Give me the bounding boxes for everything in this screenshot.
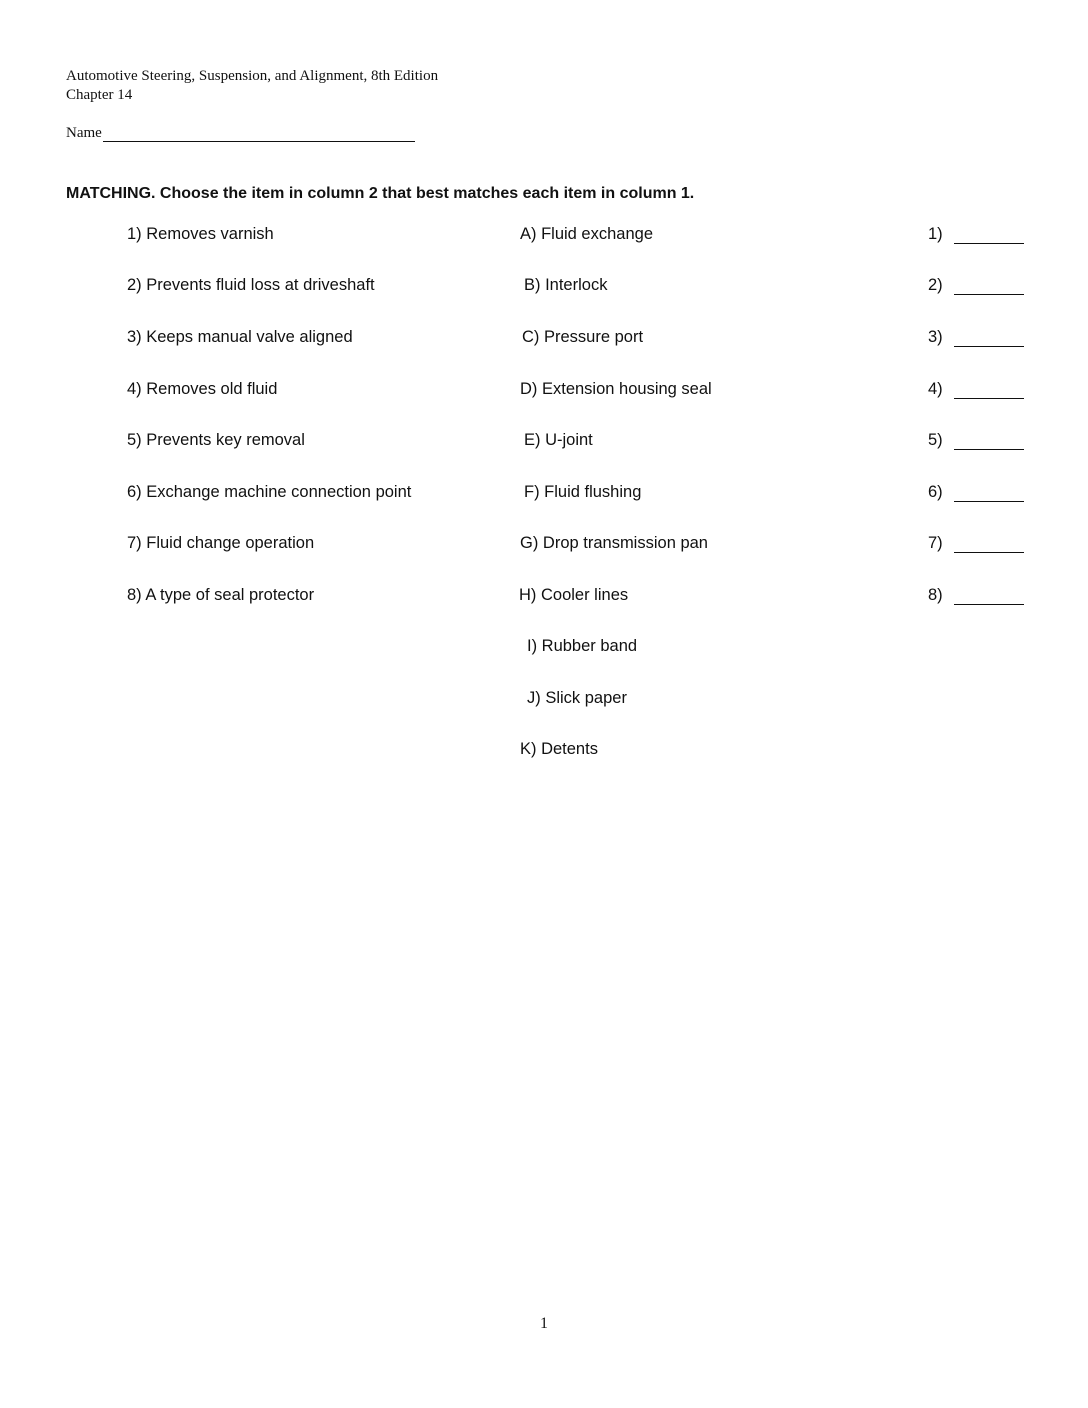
answer-number: 8) xyxy=(928,586,943,604)
column2-item: F) Fluid flushing xyxy=(524,483,642,501)
name-label: Name xyxy=(66,125,102,141)
answer-blank[interactable] xyxy=(954,382,1024,399)
answer-row xyxy=(928,275,1024,295)
column2-item: D) Extension housing seal xyxy=(520,380,712,398)
column2-item: K) Detents xyxy=(520,740,598,758)
name-field[interactable] xyxy=(103,124,415,142)
answer-blank[interactable] xyxy=(954,588,1024,605)
column1-item: 3) Keeps manual valve aligned xyxy=(127,328,353,346)
column2-item: A) Fluid exchange xyxy=(520,225,653,243)
answer-blank[interactable] xyxy=(954,485,1024,502)
answer-row xyxy=(928,327,1024,347)
chapter-label: Chapter 14 xyxy=(66,87,133,103)
column2-item: B) Interlock xyxy=(524,276,608,294)
answer-row xyxy=(928,379,1024,399)
answer-row xyxy=(928,533,1024,553)
column1-item: 2) Prevents fluid loss at driveshaft xyxy=(127,276,375,294)
column1-item: 8) A type of seal protector xyxy=(127,586,315,604)
column2-item: C) Pressure port xyxy=(522,328,644,346)
answer-number: 7) xyxy=(928,534,943,552)
answer-number: 4) xyxy=(928,380,943,398)
column2-item: E) U-joint xyxy=(524,431,593,449)
column2-item: G) Drop transmission pan xyxy=(520,534,708,552)
column1-item: 7) Fluid change operation xyxy=(127,534,315,552)
answer-number: 2) xyxy=(928,276,943,294)
answer-number: 5) xyxy=(928,431,943,449)
page-number: 1 xyxy=(540,1315,548,1332)
answer-number: 1) xyxy=(928,225,943,243)
answer-blank[interactable] xyxy=(954,536,1024,553)
column2-item: H) Cooler lines xyxy=(519,586,629,604)
column2-item: I) Rubber band xyxy=(527,637,638,655)
document-title: Automotive Steering, Suspension, and Alignment, 8th Edition xyxy=(66,68,439,84)
answer-blank[interactable] xyxy=(954,330,1024,347)
answer-row xyxy=(928,430,1024,450)
name-row xyxy=(66,124,415,142)
column1-item: 6) Exchange machine connection point xyxy=(127,483,412,501)
answer-number: 6) xyxy=(928,483,943,501)
column1-item: 4) Removes old fluid xyxy=(127,380,278,398)
column1-item: 1) Removes varnish xyxy=(127,225,274,243)
column2-item: J) Slick paper xyxy=(527,689,627,707)
answer-blank[interactable] xyxy=(954,433,1024,450)
instructions: MATCHING. Choose the item in column 2 that best matches each item in column 1. xyxy=(66,185,695,202)
answer-row xyxy=(928,585,1024,605)
answer-blank[interactable] xyxy=(954,278,1024,295)
answer-row xyxy=(928,482,1024,502)
answer-row xyxy=(928,224,1024,244)
answer-blank[interactable] xyxy=(954,227,1024,244)
column1-item: 5) Prevents key removal xyxy=(127,431,305,449)
answer-number: 3) xyxy=(928,328,943,346)
